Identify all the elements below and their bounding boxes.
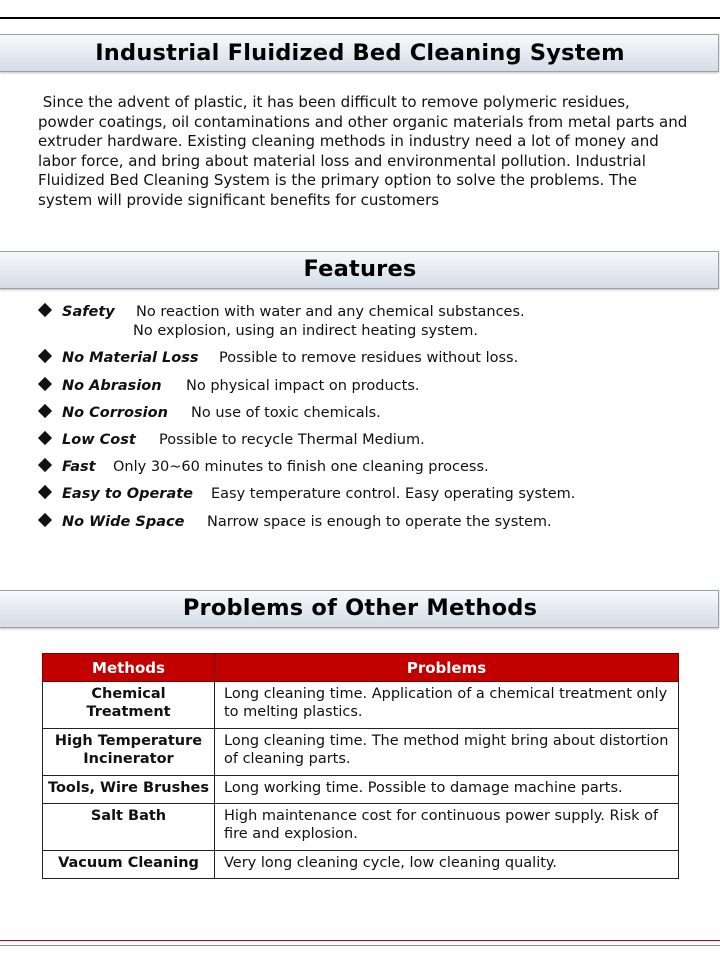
problems-table: [42, 653, 679, 879]
bottom-rule-red: [0, 940, 720, 941]
method-cell: Salt Bath: [43, 804, 215, 851]
diamond-bullet-icon: [38, 404, 52, 418]
problems-title: Problems of Other Methods: [182, 595, 538, 621]
table-header-row: [43, 654, 679, 682]
table-row: [43, 682, 679, 729]
problem-cell: Long cleaning time. Application of a chemical treatment only to melting plastics.: [215, 682, 679, 729]
problem-cell: Long working time. Possible to damage machine parts.: [215, 776, 679, 804]
diamond-bullet-icon: [38, 377, 52, 391]
feature-item: [36, 432, 425, 448]
method-cell: High Temperature Incinerator: [43, 729, 215, 776]
table-row: [43, 804, 679, 851]
feature-name: Fast: [62, 459, 96, 475]
feature-name: No Wide Space: [62, 514, 185, 530]
column-header-methods: Methods: [43, 654, 215, 682]
feature-name: Low Cost: [62, 432, 136, 448]
feature-item: [36, 459, 489, 475]
feature-desc: No physical impact on products.: [186, 378, 420, 394]
diamond-bullet-icon: [38, 458, 52, 472]
column-header-problems: Problems: [215, 654, 679, 682]
feature-name: No Material Loss: [62, 350, 199, 366]
table-row: [43, 776, 679, 804]
problem-cell: High maintenance cost for continuous power supply. Risk of fire and explosion.: [215, 804, 679, 851]
page-title: Industrial Fluidized Bed Cleaning System: [95, 40, 625, 66]
problem-cell: Very long cleaning cycle, low cleaning quality.: [215, 851, 679, 879]
feature-desc: Easy temperature control. Easy operating system.: [211, 486, 576, 502]
feature-name: No Abrasion: [62, 378, 162, 394]
diamond-bullet-icon: [38, 513, 52, 527]
method-cell: Tools, Wire Brushes: [43, 776, 215, 804]
feature-desc-line2: No explosion, using an indirect heating system.: [133, 323, 479, 339]
intro-paragraph: Since the advent of plastic, it has been difficult to remove polymeric residues, powder coatings, oil contaminations and other organic materials from metal parts and extruder hardware. Existing cleaning methods in industry need a lot of money and labor force, and bring about material loss and environmental pollution. Industrial Fluidized Bed Cleaning System is the primary option to solve the problems. The system will provide significant benefits for customers: [38, 93, 693, 209]
diamond-bullet-icon: [38, 431, 52, 445]
feature-item: [36, 486, 575, 502]
feature-item: [36, 350, 518, 366]
feature-item: [36, 378, 420, 394]
table-row: [43, 729, 679, 776]
feature-desc: No use of toxic chemicals.: [191, 405, 381, 421]
feature-item: [36, 514, 552, 530]
feature-name: No Corrosion: [62, 405, 168, 421]
feature-desc: Narrow space is enough to operate the system.: [207, 514, 552, 530]
feature-desc: Only 30~60 minutes to finish one cleaning process.: [113, 459, 489, 475]
problem-cell: Long cleaning time. The method might bring about distortion of cleaning parts.: [215, 729, 679, 776]
method-cell: Vacuum Cleaning: [43, 851, 215, 879]
feature-name: Easy to Operate: [62, 486, 194, 502]
feature-desc: Possible to remove residues without loss.: [219, 350, 519, 366]
diamond-bullet-icon: [38, 349, 52, 363]
diamond-bullet-icon: [38, 303, 52, 317]
bottom-rule-gray: [0, 945, 720, 946]
feature-name: Safety: [62, 304, 115, 320]
feature-desc: Possible to recycle Thermal Medium.: [159, 432, 425, 448]
diamond-bullet-icon: [38, 485, 52, 499]
method-cell: Chemical Treatment: [43, 682, 215, 729]
feature-item: [36, 405, 381, 421]
feature-item: [36, 304, 525, 320]
top-rule: [0, 17, 720, 19]
table-row: [43, 851, 679, 879]
features-title: Features: [303, 256, 417, 282]
feature-desc: No reaction with water and any chemical substances.: [136, 304, 525, 320]
